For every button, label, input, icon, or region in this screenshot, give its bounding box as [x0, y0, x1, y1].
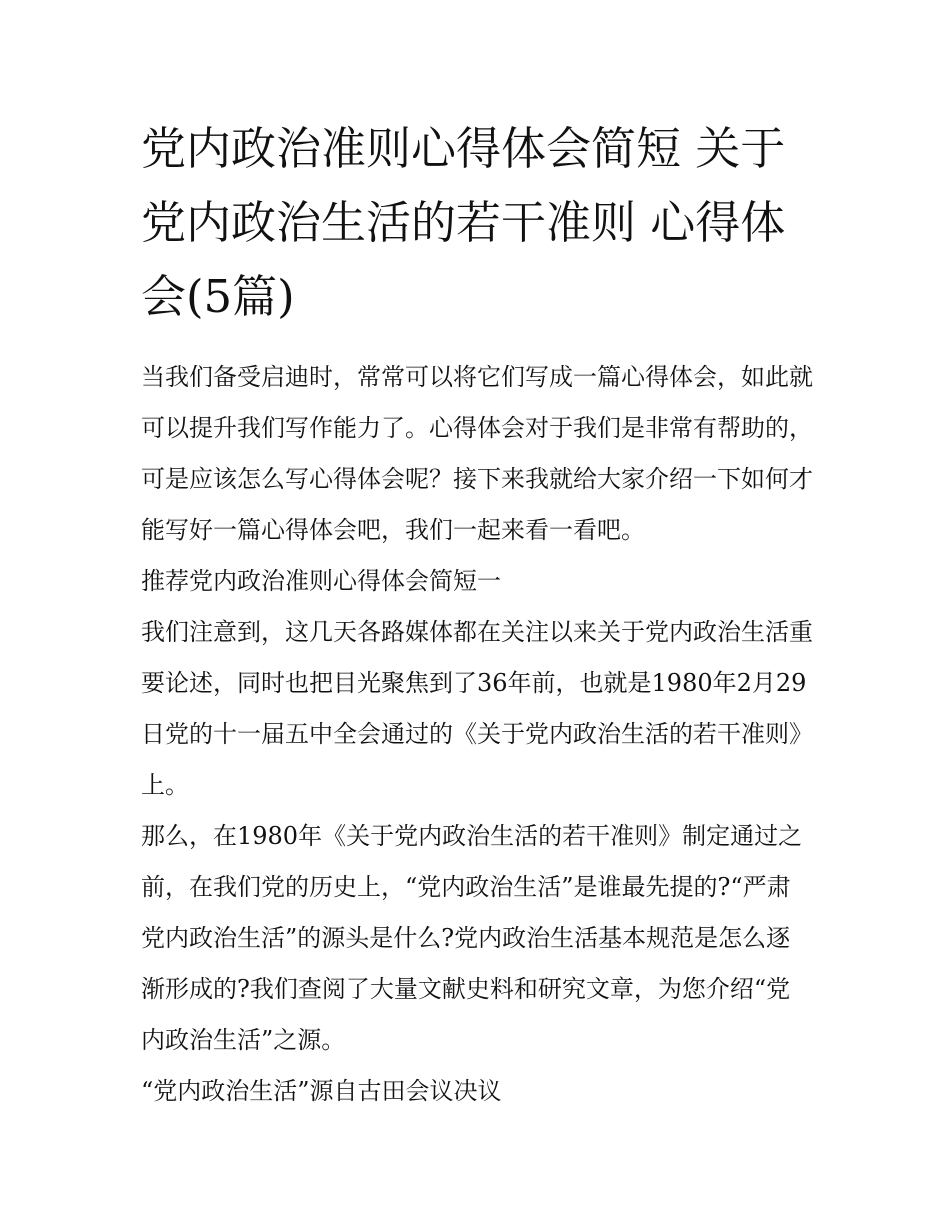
- intro-paragraph: 当我们备受启迪时，常常可以将它们写成一篇心得体会，如此就可以提升我们写作能力了。心得体会对于我们是非常有帮助的，可是应该怎么写心得体会呢？接下来我就给大家介绍一下如何才能写好一篇心得体会吧，我们一起来看一看吧。: [141, 363, 813, 544]
- section-heading: 推荐党内政治准则心得体会简短一: [141, 567, 501, 595]
- body-paragraph: 那么，在1980年《关于党内政治生活的若干准则》制定通过之前，在我们党的历史上，“党内政治生活”是谁最先提的?“严肃党内政治生活”的源头是什么?党内政治生活基本规范是怎么逐渐形成的?我们查阅了大量文献史料和研究文章，为您介绍“党内政治生活”之源。: [141, 822, 803, 1054]
- body-paragraph: 我们注意到，这几天各路媒体都在关注以来关于党内政治生活重要论述，同时也把目光聚焦到了36年前，也就是1980年2月29日党的十一届五中全会通过的《关于党内政治生活的若干准则》上。: [141, 618, 813, 799]
- subsection-heading: “党内政治生活”源自古田会议决议: [141, 1077, 502, 1105]
- document-page: [141, 112, 813, 1117]
- document-title: 党内政治准则心得体会简短 关于党内政治生活的若干准则 心得体会(5篇): [141, 122, 786, 323]
